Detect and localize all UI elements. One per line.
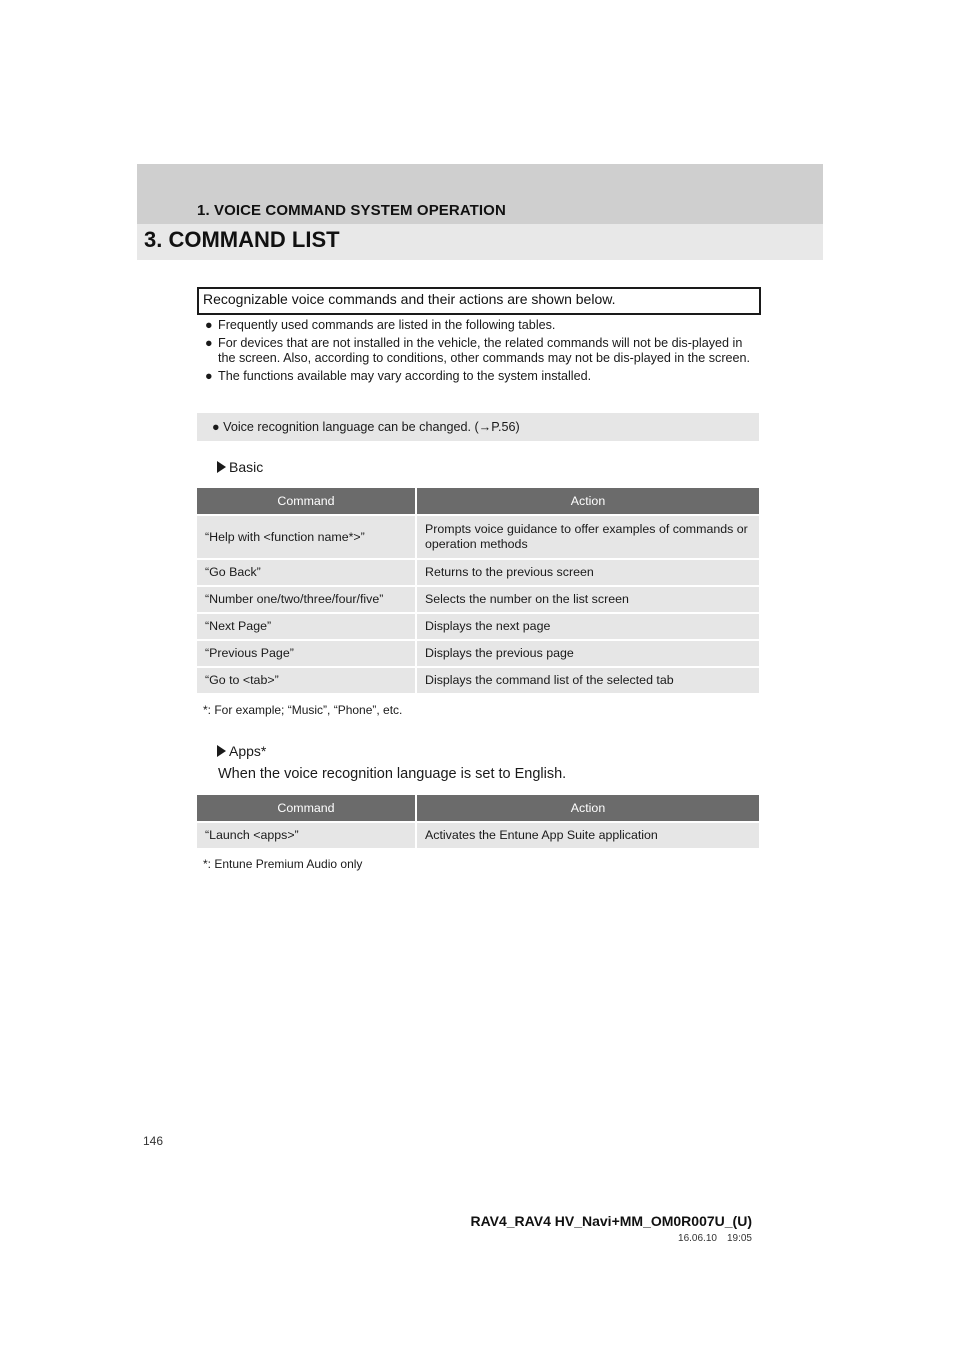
action-cell: Prompts voice guidance to offer examples of commands or operation methods — [417, 514, 759, 558]
list-item — [205, 336, 757, 366]
timestamp — [678, 1233, 752, 1244]
table-row — [197, 639, 759, 666]
table-row — [197, 514, 759, 558]
action-cell: Displays the previous page — [417, 639, 759, 666]
command-cell: “Launch <apps>” — [197, 821, 417, 848]
page-title: 3. COMMAND LIST — [144, 227, 340, 252]
intro-text: Recognizable voice commands and their actions are shown below. — [203, 291, 616, 307]
column-header-action: Action — [417, 795, 759, 821]
column-header-action: Action — [417, 488, 759, 514]
table-header-row — [197, 488, 759, 514]
command-cell: “Help with <function name*>” — [197, 514, 417, 558]
action-cell: Activates the Entune App Suite application — [417, 821, 759, 848]
bullet-icon: ● — [205, 369, 213, 383]
column-header-command: Command — [197, 488, 417, 514]
action-cell: Returns to the previous screen — [417, 558, 759, 585]
action-cell: Displays the next page — [417, 612, 759, 639]
table-row — [197, 821, 759, 848]
document-id: RAV4_RAV4 HV_Navi+MM_OM0R007U_(U) — [470, 1213, 752, 1229]
bullet-text: The functions available may vary according to the system installed. — [218, 369, 592, 383]
apps-footnote: *: Entune Premium Audio only — [203, 857, 363, 871]
apps-heading — [217, 743, 266, 759]
print-date: 16.06.10 — [678, 1233, 717, 1244]
basic-heading — [217, 459, 263, 475]
table-row — [197, 612, 759, 639]
note — [212, 420, 520, 434]
command-cell: “Previous Page” — [197, 639, 417, 666]
command-cell: “Number one/two/three/four/five” — [197, 585, 417, 612]
column-header-command: Command — [197, 795, 417, 821]
triangle-right-icon — [217, 745, 226, 757]
table-row — [197, 666, 759, 693]
list-item — [205, 369, 757, 384]
apps-command-table — [197, 795, 759, 848]
basic-footnote: *: For example; “Music”, “Phone”, etc. — [203, 703, 403, 717]
apps-subheading: When the voice recognition language is set to English. — [218, 766, 567, 782]
command-cell: “Go to <tab>” — [197, 666, 417, 693]
basic-command-table — [197, 488, 759, 693]
note-text: Voice recognition language can be changed. (→P.56) — [223, 420, 520, 434]
basic-heading-text: Basic — [229, 459, 264, 475]
command-cell: “Go Back” — [197, 558, 417, 585]
section-title: 1. VOICE COMMAND SYSTEM OPERATION — [197, 202, 506, 219]
command-cell: “Next Page” — [197, 612, 417, 639]
bullet-icon: ● — [212, 420, 220, 434]
print-time: 19:05 — [726, 1233, 752, 1244]
bullet-icon: ● — [205, 318, 213, 332]
table-row — [197, 558, 759, 585]
triangle-right-icon — [217, 461, 226, 473]
page-number: 146 — [143, 1134, 164, 1148]
bullet-text: For devices that are not installed in the vehicle, the related commands will not be dis-played in the screen. Also, according to conditions, other commands may not be dis-played in the screen. — [218, 336, 751, 365]
table-header-row — [197, 795, 759, 821]
action-cell: Selects the number on the list screen — [417, 585, 759, 612]
bullet-icon: ● — [205, 336, 213, 350]
list-item — [205, 318, 757, 333]
bullet-list — [205, 318, 757, 387]
table-row — [197, 585, 759, 612]
bullet-text: Frequently used commands are listed in the following tables. — [218, 318, 556, 332]
action-cell: Displays the command list of the selected tab — [417, 666, 759, 693]
apps-heading-text: Apps* — [229, 743, 267, 759]
